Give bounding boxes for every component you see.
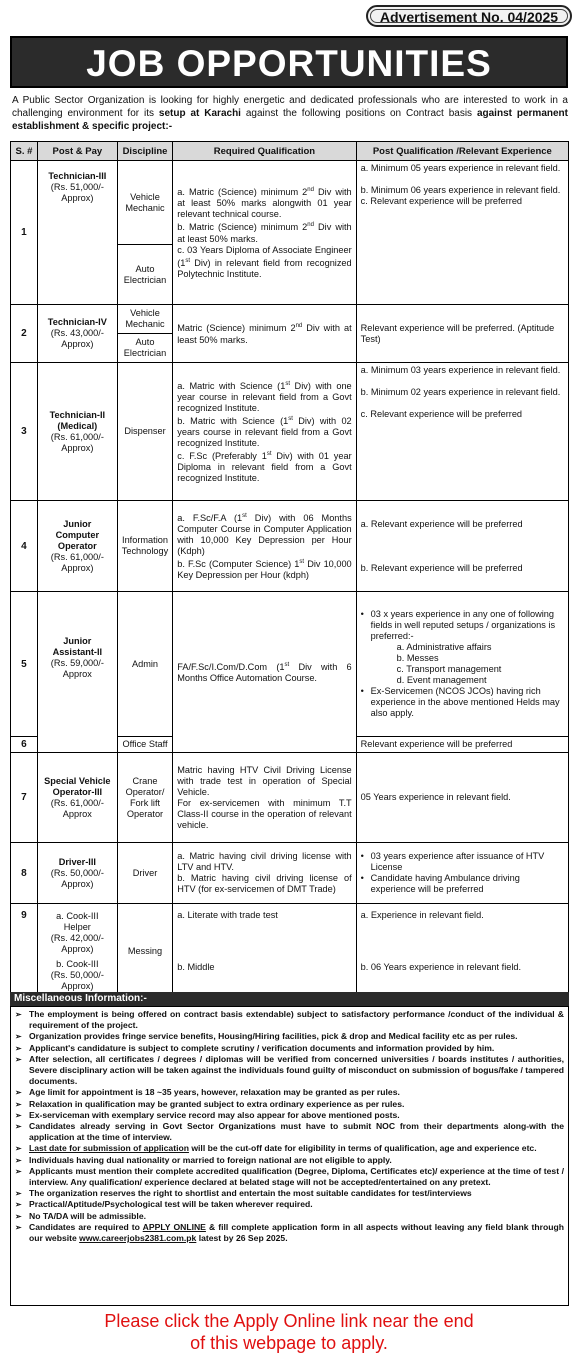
misc-item: ➢ Applicants must mention their complete accredited qualification (Degree, Diploma, Certificates etc)/ experience at the time of test / interview. Any qualification/ experience declared at belated stage will not be accepted/entertained on any pretext.	[15, 1166, 564, 1188]
post-pay: (Rs. 61,000/- Approx)	[50, 551, 104, 573]
misc-item: ➢ The employment is being offered on contract basis extendable) subject to satisfactory performance /conduct of the individual & requirement of the project.	[15, 1009, 564, 1031]
row-discipline: Vehicle Mechanic	[117, 161, 172, 245]
qualification-item: a. F.Sc/F.A (1st Div) with 06 Months Computer Course in Computer Application with 10,000 Key Depression per Hour (Kdph)	[177, 512, 352, 556]
experience-fields	[361, 642, 564, 686]
experience-item: a. Minimum 05 years experience in relevant field.	[360, 163, 561, 173]
misc-item: ➢ Organization provides fringe service benefits, Housing/Hiring facilities, pick & drop and Medical facility etc as per rules.	[15, 1031, 564, 1042]
row-post	[37, 363, 117, 501]
experience-field: a. Administrative affairs	[396, 642, 492, 652]
intro-paragraph	[12, 94, 568, 133]
apply-online-link[interactable]: APPLY ONLINE	[142, 1221, 206, 1232]
post-pay: (Rs. 50,000/- Approx)	[50, 969, 104, 991]
jobs-table	[10, 141, 569, 999]
post-pay: (Rs. 61,000/- Approx	[50, 797, 104, 819]
post-pay: (Rs. 59,000/- Approx	[50, 658, 104, 679]
advertisement-number-badge	[366, 5, 572, 27]
experience-item: • 03 years experience after issuance of HTV License	[361, 851, 564, 873]
qualification-item: c. 03 Years Diploma of Associate Engineer (1st Div) in relevant field from recognized Polytechnic Institute.	[177, 244, 352, 279]
row-post	[37, 904, 117, 999]
post-pay: (Rs. 42,000/- Approx)	[50, 932, 104, 954]
header-experience: Post Qualification /Relevant Experience	[356, 142, 568, 161]
misc-item: ➢ Relaxation in qualification may be granted subject to extra ordinary experience as per rules.	[15, 1099, 564, 1110]
experience-item: b. 06 Years experience in relevant field.	[360, 962, 522, 972]
row-experience	[356, 843, 568, 904]
apply-post: latest by	[196, 1233, 236, 1244]
table-row	[11, 501, 569, 592]
qualification-item: a. Matric (Science) minimum 2nd Div with at least 50% marks alongwith 01 year relevant technical course.	[177, 187, 352, 220]
apply-mid: & fill complete application form in all aspects without leaving any field blank through our website	[29, 1221, 565, 1244]
experience-list	[361, 851, 564, 895]
post-name: Technician-III	[48, 171, 107, 181]
post-pay: (Rs. 51,000/- Approx)	[50, 182, 104, 203]
misc-information	[10, 1006, 569, 1306]
post-name: Junior Assistant-II	[52, 636, 103, 657]
table-row	[11, 363, 569, 501]
post-name: Technician-II (Medical)	[49, 409, 106, 431]
experience-item: a. Minimum 03 years experience in relevant field.	[360, 365, 561, 375]
row-qualification: Matric (Science) minimum 2nd Div with at least 50% marks.	[173, 305, 356, 363]
qualification-item: b. Matric with Science (1st Div) with 02 years course in relevant field from a Govt recognized Institute.	[177, 415, 352, 449]
experience-list	[361, 609, 564, 642]
row-sno: 6	[11, 737, 38, 753]
row-discipline: Office Staff	[117, 737, 172, 753]
footer-line-1: Please click the Apply Online link near the end	[104, 1311, 474, 1331]
row-discipline: Auto Electrician	[117, 245, 172, 305]
misc-item: ➢ Ex-serviceman with exemplary service record may also appear for above mentioned posts.	[15, 1110, 564, 1121]
row-experience	[356, 161, 568, 305]
post-name: Technician-IV	[47, 317, 107, 327]
experience-item: a. Experience in relevant field.	[360, 910, 484, 920]
row-sno: 1	[11, 161, 38, 305]
row-discipline: Crane Operator/ Fork lift Operator	[117, 753, 172, 843]
experience-field: d. Event management	[396, 675, 487, 685]
table-row	[11, 753, 569, 843]
experience-item: • Ex-Servicemen (NCOS JCOs) having rich experience in the above mentioned Helds may also apply.	[361, 686, 564, 719]
post-name: Junior Computer Operator	[55, 518, 100, 551]
intro-part2: against the following positions on Contract basis	[240, 108, 477, 119]
misc-item: ➢ Age limit for appointment is 18 ~35 years, however, relaxation may be granted as per rules.	[15, 1087, 564, 1098]
row-sno: 7	[11, 753, 38, 843]
qualification-item: a. Matric with Science (1st Div) with one year course in relevant field from a Govt recognized Institute.	[177, 380, 352, 413]
row-experience	[356, 363, 568, 501]
intro-part3: against permanent establishment & specific project:-	[12, 108, 568, 132]
experience-item: b. Relevant experience will be preferred	[360, 562, 523, 573]
row-experience	[356, 904, 568, 999]
table-row	[11, 904, 569, 999]
last-date-rest: will be the cut-off date for eligibility in terms of qualification, age and experience etc.	[188, 1143, 537, 1154]
row-discipline: Driver	[117, 843, 172, 904]
experience-item: • Candidate having Ambulance driving experience will be preferred	[361, 873, 564, 895]
experience-field: c. Transport management	[396, 664, 502, 674]
post-pay: (Rs. 61,000/- Approx)	[50, 431, 104, 453]
row-discipline: Dispenser	[117, 363, 172, 501]
qualification-item: b. Matric (Science) minimum 2nd Div with at least 50% marks.	[177, 222, 352, 244]
page-title: JOB OPPORTUNITIES	[86, 43, 492, 84]
row-discipline: Vehicle Mechanic	[117, 305, 172, 334]
qualification-item: b. Middle	[177, 962, 215, 972]
misc-heading: Miscellaneous Information:-	[10, 992, 569, 1006]
row-sno: 5	[11, 592, 38, 737]
row-discipline: Admin	[117, 592, 172, 737]
row-qualification	[173, 753, 356, 843]
row-qualification	[173, 501, 356, 592]
row-qualification	[173, 904, 356, 999]
experience-item: c. Relevant experience will be preferred	[360, 409, 523, 419]
row-experience: 05 Years experience in relevant field.	[356, 753, 568, 843]
last-date-label: Last date for submission of application	[29, 1143, 189, 1154]
row-sno: 2	[11, 305, 38, 363]
misc-list	[15, 1009, 564, 1244]
row-experience: Relevant experience will be preferred	[356, 737, 568, 753]
table-row	[11, 305, 569, 334]
apply-pre: Candidates are required to	[29, 1221, 143, 1232]
misc-item: ➢ Candidates already serving in Govt Sector Organizations must have to submit NOC from their departments along-with the application at the time of interview.	[15, 1121, 564, 1143]
row-post	[37, 161, 117, 305]
post-name: Driver-III	[58, 856, 96, 867]
table-row	[11, 843, 569, 904]
row-experience	[356, 501, 568, 592]
qualification-item: b. Matric having civil driving license of HTV (for ex-servicemen of DMT Trade)	[177, 873, 352, 894]
misc-item: ➢ Practical/Aptitude/Psychological test will be taken wherever required.	[15, 1199, 564, 1210]
row-post	[37, 501, 117, 592]
experience-item: c. Relevant experience will be preferred	[360, 196, 523, 206]
row-post	[37, 305, 117, 363]
experience-item: b. Minimum 06 years experience in relevant field.	[360, 185, 561, 195]
post-name: a. Cook-III Helper	[56, 910, 99, 932]
deadline-date: 26 Sep 2025.	[235, 1233, 288, 1244]
experience-item: a. Relevant experience will be preferred	[360, 518, 523, 529]
row-sno: 3	[11, 363, 38, 501]
post-name: Special Vehicle Operator-III	[44, 775, 111, 797]
table-row	[11, 592, 569, 737]
header-sno: S. #	[11, 142, 38, 161]
misc-item: ➢ Individuals having dual nationality or married to foreign national are not eligible to apply.	[15, 1155, 564, 1166]
row-qualification: FA/F.Sc/I.Com/D.Com (1st Div with 6 Months Office Automation Course.	[173, 592, 356, 753]
row-post	[37, 592, 117, 753]
intro-part1: A Public Sector Organization is looking for highly energetic and dedicated professionals who are interested to work in a challenging environment for its	[12, 95, 568, 119]
post-pay: (Rs. 50,000/- Approx)	[50, 867, 104, 889]
qualification-item: a. Literate with trade test	[177, 910, 278, 920]
qualification-item: c. F.Sc (Preferably 1st Div) with 01 year Diploma in relevant field from a Govt recognized Institute.	[177, 451, 352, 484]
row-post	[37, 843, 117, 904]
experience-field: b. Messes	[396, 653, 439, 663]
advertisement-number: Advertisement No. 04/2025	[370, 9, 568, 23]
experience-item: • 03 x years experience in any one of following fields in well reputed setups / organizations is preferred:-	[361, 609, 564, 642]
post-pay: (Rs. 43,000/- Approx)	[50, 328, 104, 349]
misc-item: ➢ No TA/DA will be admissible.	[15, 1211, 564, 1222]
qualification-item: a. Matric having civil driving license with LTV and HTV.	[177, 851, 352, 872]
title-banner	[10, 36, 568, 88]
misc-item-last-date	[15, 1143, 564, 1154]
table-header-row	[11, 142, 569, 161]
table-row	[11, 161, 569, 245]
row-post	[37, 753, 117, 843]
row-qualification	[173, 843, 356, 904]
misc-item: ➢ After selection, all certificates / degrees / diplomas will be verified from concerned universities / boards institutes / authorities, Severe disciplinary action will be taken against the individuals found guilty of misconduct on submission of bogus/fake / tampered documents.	[15, 1054, 564, 1088]
row-qualification	[173, 161, 356, 305]
experience-list	[361, 686, 564, 719]
experience-item: b. Minimum 02 years experience in relevant field.	[360, 387, 561, 397]
header-qualification: Required Qualification	[173, 142, 356, 161]
qualification-item: For ex-servicemen with minimum T.T Class-II course in the operation of relevant vehicle.	[177, 797, 352, 830]
intro-setup: setup at Karachi	[158, 108, 241, 119]
row-discipline: Auto Electrician	[117, 334, 172, 363]
qualification-item: Matric having HTV Civil Driving License with trade test in operation of Special Vehicle.	[177, 764, 352, 797]
row-sno: 9	[11, 904, 38, 999]
row-sno: 4	[11, 501, 38, 592]
row-discipline: Information Technology	[117, 501, 172, 592]
row-sno: 8	[11, 843, 38, 904]
footer-line-2: of this webpage to apply.	[190, 1333, 388, 1353]
misc-item: ➢ Applicant's candidature is subject to complete scrutiny / verification documents and information provided by him.	[15, 1043, 564, 1054]
header-post: Post & Pay	[37, 142, 117, 161]
qualification-item: b. F.Sc (Computer Science) 1st Div 10,000 Key Depression per Hour (kdph)	[177, 559, 352, 581]
row-qualification	[173, 363, 356, 501]
post-name: b. Cook-III	[56, 958, 99, 969]
row-experience	[356, 592, 568, 737]
row-discipline: Messing	[117, 904, 172, 999]
row-experience: Relevant experience will be preferred. (Aptitude Test)	[356, 305, 568, 363]
header-discipline: Discipline	[117, 142, 172, 161]
apply-footer-note	[0, 1310, 578, 1354]
misc-item: ➢ The organization reserves the right to shortlist and entertain the most suitable candidates for test/interviews	[15, 1188, 564, 1199]
website-link[interactable]: www.careerjobs2381.com.pk	[79, 1233, 197, 1244]
misc-item-apply	[15, 1222, 564, 1244]
